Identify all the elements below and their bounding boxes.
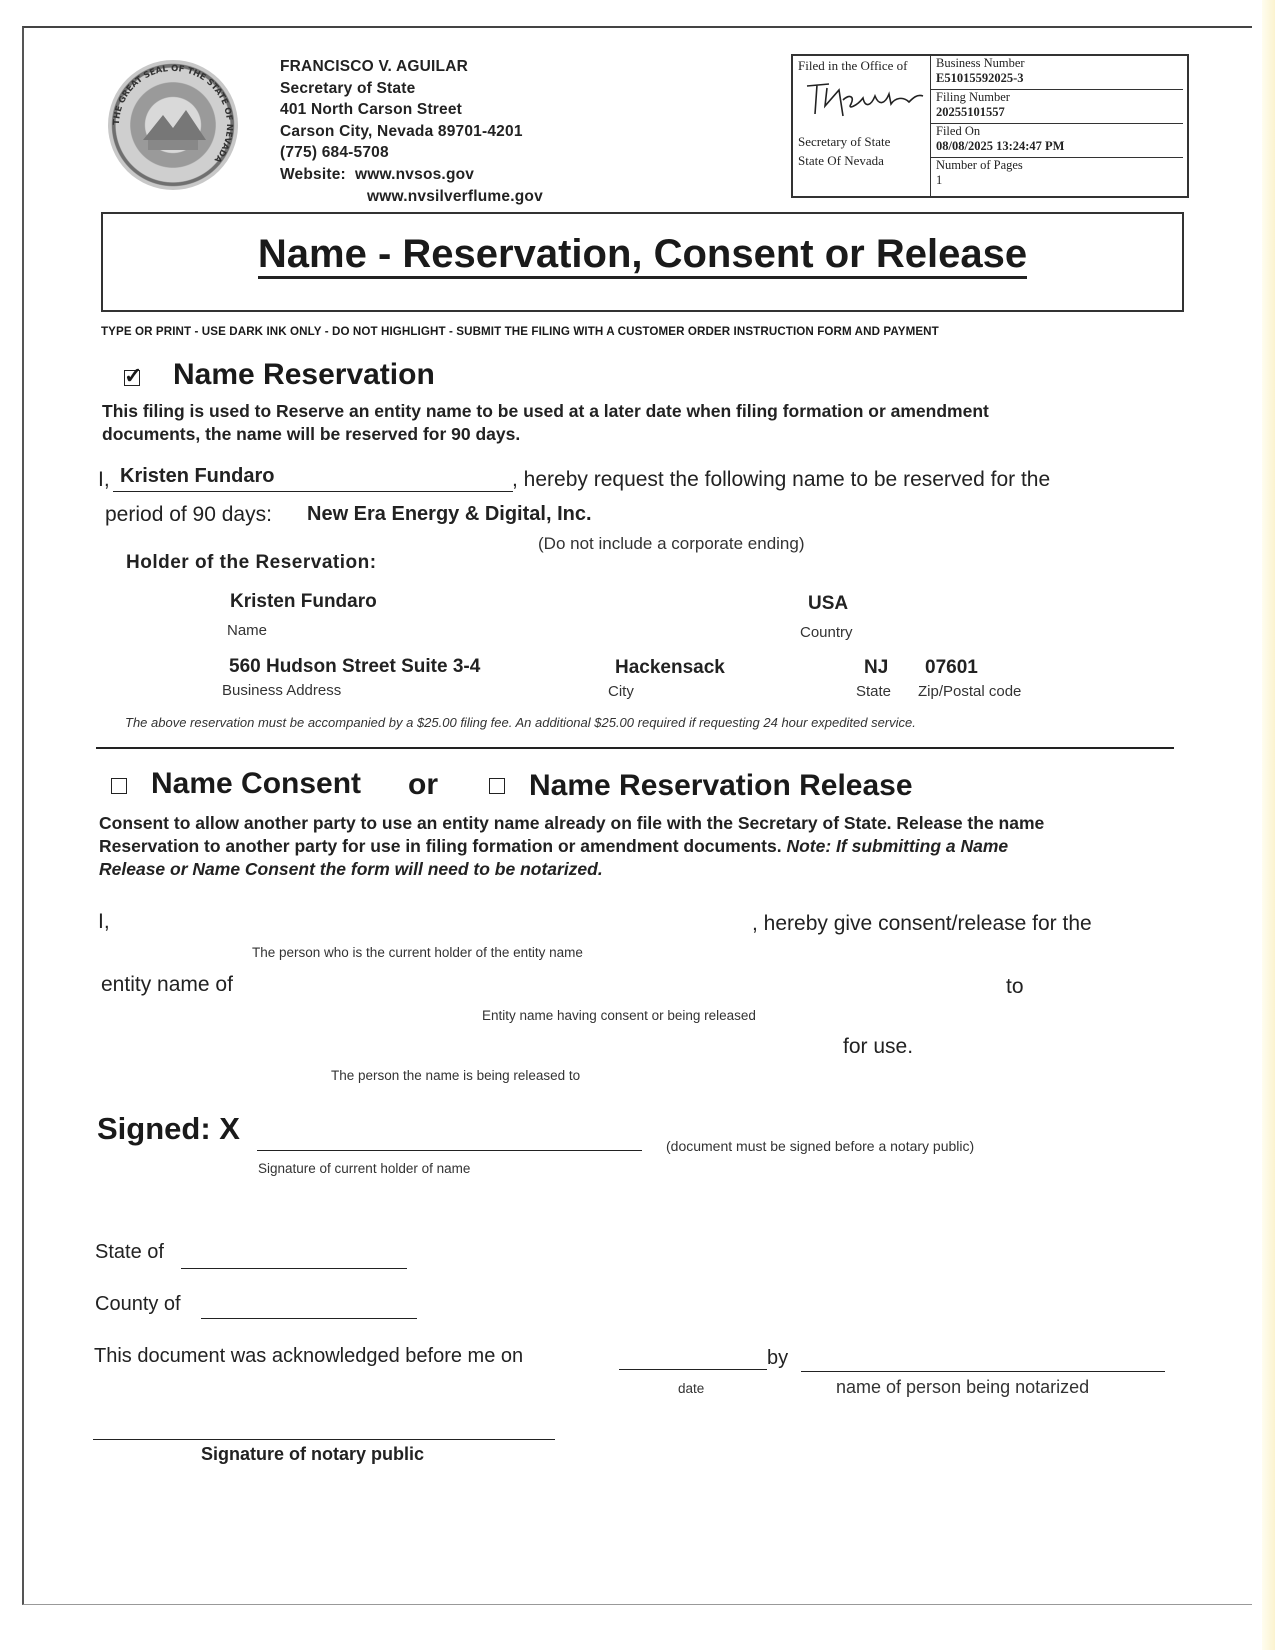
date-caption: date (678, 1381, 705, 1396)
filing-number-label: Filing Number (936, 90, 1010, 104)
zip-field[interactable]: 07601 (925, 657, 978, 678)
address-field[interactable]: 560 Hudson Street Suite 3-4 (229, 656, 481, 677)
consent-description: Consent to allow another party to use an entity name already on file with the Secretary of State. Release the name Reservation to another party for use in filing formation or amendment documents. Note: If submitting a Name Release or Name Consent the form will need to be notarized. (99, 813, 1045, 879)
county-of-label: County of (95, 1293, 181, 1315)
give-text: , hereby give consent/release for the (752, 912, 1092, 935)
seal-lettering: THE GREAT SEAL OF THE STATE OF NEVADA (111, 63, 235, 165)
city-label: City (608, 683, 634, 700)
period-text: period of 90 days: (105, 503, 272, 526)
acknowledged-text: This document was acknowledged before me on (94, 1345, 524, 1367)
consent-heading: Name Consent (151, 767, 362, 800)
notary-signature-line[interactable] (93, 1439, 555, 1440)
website-link-1[interactable]: www.nvsos.gov (354, 165, 475, 183)
instructions: TYPE OR PRINT - USE DARK INK ONLY - DO NOT HIGHLIGHT - SUBMIT THE FILING WITH A CUSTOMER ORDER INSTRUCTION FORM AND PAYMENT (101, 325, 939, 338)
pages-count: 1 (936, 173, 943, 187)
entity-name-field[interactable]: New Era Energy & Digital, Inc. (307, 503, 592, 525)
released-to-caption: The person the name is being released to (331, 1068, 581, 1083)
office-street: 401 North Carson Street (280, 101, 463, 119)
signature-line[interactable] (257, 1150, 642, 1151)
requester-name-field[interactable]: Kristen Fundaro (120, 465, 275, 487)
release-checkbox[interactable] (489, 778, 505, 794)
entity-caption: Entity name having consent or being released (482, 1008, 756, 1023)
requester-underline (113, 491, 513, 492)
ending-note: (Do not include a corporate ending) (538, 534, 805, 553)
filed-on-date: 08/08/2025 13:24:47 PM (936, 139, 1065, 153)
consent-i-prefix: I, (98, 910, 110, 933)
to-text: to (1006, 975, 1024, 998)
business-number-label: Business Number (936, 56, 1025, 70)
notarized-caption: name of person being notarized (836, 1377, 1090, 1397)
holder-heading: Holder of the Reservation: (126, 552, 377, 573)
secretary-name: FRANCISCO V. AGUILAR (280, 58, 469, 75)
filing-number: 20255101557 (936, 105, 1005, 119)
name-label: Name (227, 622, 268, 639)
secretary-signature-icon (799, 76, 929, 122)
office-city: Carson City, Nevada 89701-4201 (280, 122, 523, 140)
fee-note: The above reservation must be accompanied by a $25.00 filing fee. An additional $25.00 required if requesting 24 hour expedited service. (125, 715, 916, 730)
secretary-address-block (280, 56, 543, 207)
signed-note: (document must be signed before a notary public) (666, 1138, 975, 1154)
office-line-1: Secretary of State (798, 134, 891, 149)
release-heading: Name Reservation Release (529, 769, 913, 802)
state-label: State (856, 683, 892, 700)
paper-edge (1262, 0, 1275, 1650)
date-line[interactable] (619, 1369, 767, 1370)
signature-caption: Signature of current holder of name (258, 1161, 471, 1176)
office-phone: (775) 684-5708 (280, 144, 389, 162)
country-label: Country (800, 624, 853, 641)
zip-label: Zip/Postal code (918, 683, 1022, 700)
filed-in-office-text: Filed in the Office of (798, 58, 908, 73)
i-prefix: I, (98, 468, 110, 491)
reservation-heading: Name Reservation (173, 358, 435, 391)
state-of-label: State of (95, 1241, 164, 1263)
website-label: Website: (280, 165, 346, 183)
filing-stamp (791, 54, 1189, 198)
notarized-name-line[interactable] (801, 1371, 1165, 1372)
by-text: by (767, 1347, 789, 1369)
signed-label: Signed: X (97, 1111, 240, 1146)
request-text: , hereby request the following name to be reserved for the (512, 468, 1051, 491)
website-link-2[interactable]: www.nvsilverflume.gov (367, 187, 543, 205)
county-of-line[interactable] (201, 1318, 417, 1319)
address-label: Business Address (222, 682, 342, 699)
city-field[interactable]: Hackensack (615, 657, 725, 678)
for-use-text: for use. (843, 1035, 914, 1058)
notary-caption: Signature of notary public (201, 1444, 425, 1464)
page-title: Name - Reservation, Consent or Release (258, 232, 1027, 279)
country-field[interactable]: USA (808, 593, 849, 614)
office-line-2: State Of Nevada (798, 153, 884, 168)
entity-name-of-text: entity name of (101, 973, 233, 996)
nevada-seal-icon (108, 60, 238, 190)
filed-on-label: Filed On (936, 124, 981, 138)
consent-checkbox[interactable] (111, 778, 127, 794)
holder-name-field[interactable]: Kristen Fundaro (230, 591, 377, 612)
title-box (101, 212, 1184, 312)
pages-label: Number of Pages (936, 158, 1023, 172)
check-icon: ✓ (124, 363, 143, 388)
state-field[interactable]: NJ (864, 657, 889, 678)
secretary-title: Secretary of State (280, 79, 416, 97)
state-of-line[interactable] (181, 1268, 407, 1269)
or-text: or (408, 768, 438, 801)
holder-caption: The person who is the current holder of the entity name (252, 945, 583, 960)
business-number: E51015592025-3 (936, 71, 1024, 85)
reservation-description: This filing is used to Reserve an entity name to be used at a later date when filing formation or amendment documents, the name will be reserved for 90 days. (102, 401, 989, 444)
section-divider (96, 747, 1174, 749)
